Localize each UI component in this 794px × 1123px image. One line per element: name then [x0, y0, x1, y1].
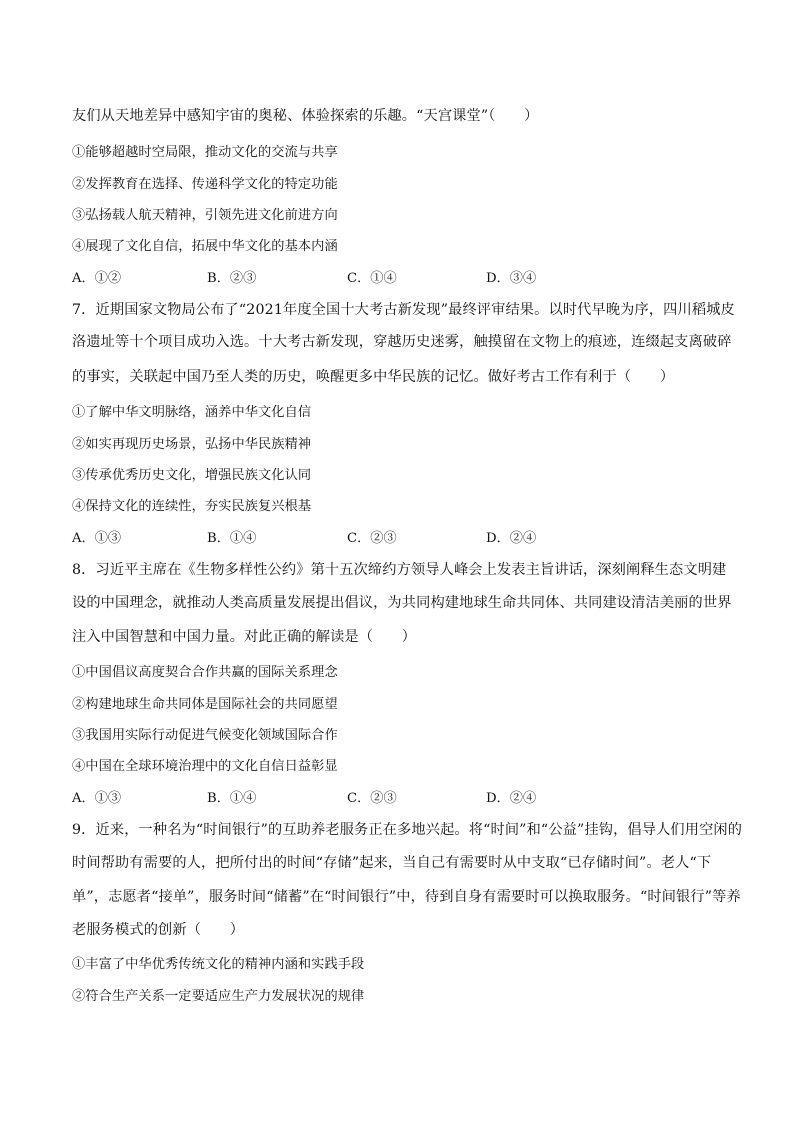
q8-statement-4: ④中国在全球环境治理中的文化自信日益彰显 [72, 759, 338, 774]
q8-option-b[interactable]: B．①④ [207, 791, 257, 806]
q6-option-b[interactable]: B．②③ [207, 271, 257, 286]
q8-statement-1: ①中国倡议高度契合合作共赢的国际关系理念 [72, 665, 338, 680]
q8-stem-line-1: 8．习近平主席在《生物多样性公约》第十五次缔约方领导人峰会上发表主旨讲话，深刻阐释生态文明建 [72, 562, 727, 578]
q9-stem-line-3: 单”，志愿者“接单”，服务时间“储蓄”在“时间银行”中，待到自身有需要时可以换取服务。“时间银行”等养 [72, 889, 741, 905]
q9-stem-line-1: 9．近来，一种名为“时间银行”的互助养老服务正在多地兴起。将“时间”和“公益”挂钩，倡导人们用空闲的 [72, 822, 743, 838]
q7-stem-line-1: 7．近期国家文物局公布了“2021年度全国十大考古新发现”最终评审结果。以时代早晚为序，四川稻城皮 [72, 302, 735, 318]
q7-statement-3: ③传承优秀历史文化，增强民族文化认同 [72, 468, 312, 483]
q8-statement-3: ③我国用实际行动促进气候变化领域国际合作 [72, 728, 338, 743]
q9-stem-line-4: 老服务模式的创新（ ） [72, 922, 245, 938]
q8-option-a[interactable]: A．①③ [72, 791, 122, 806]
q8-stem-line-2: 设的中国理念，就推动人类高质量发展提出倡议，为共同构建地球生命共同体、共同建设清洁美丽的世界 [72, 595, 732, 611]
q7-statement-4: ④保持文化的连续性，夯实民族复兴根基 [72, 499, 312, 514]
q9-stem-line-2: 时间帮助有需要的人，把所付出的时间“存储”起来，当自己有需要时从中支取“已存储时间”。老人“下 [72, 855, 712, 871]
q6-option-a[interactable]: A．①② [72, 271, 122, 286]
q6-statement-1: ①能够超越时空局限，推动文化的交流与共享 [72, 145, 338, 160]
q8-statement-2: ②构建地球生命共同体是国际社会的共同愿望 [72, 697, 338, 712]
q7-stem-line-3: 的事实，关联起中国乃至人类的历史，唤醒更多中华民族的记忆。做好考古工作有利于（ ） [72, 369, 675, 385]
q7-option-b[interactable]: B．①④ [207, 531, 257, 546]
q6-stem-line-1: 友们从天地差异中感知宇宙的奥秘、体验探索的乐趣。“天宫课堂”（ ） [72, 108, 539, 124]
q6-statement-4: ④展现了文化自信，拓展中华文化的基本内涵 [72, 239, 338, 254]
q7-statement-2: ②如实再现历史场景，弘扬中华民族精神 [72, 437, 312, 452]
q8-option-c[interactable]: C．②③ [347, 791, 397, 806]
q7-option-a[interactable]: A．①③ [72, 531, 122, 546]
q7-option-c[interactable]: C．②③ [347, 531, 397, 546]
q7-statement-1: ①了解中华文明脉络，涵养中华文化自信 [72, 405, 312, 420]
q8-stem-line-3: 注入中国智慧和中国力量。对此正确的解读是（ ） [72, 629, 417, 645]
q6-option-c[interactable]: C．①④ [347, 271, 397, 286]
q6-option-d[interactable]: D．③④ [486, 271, 537, 286]
q7-option-d[interactable]: D．②④ [486, 531, 537, 546]
q9-statement-2: ②符合生产关系一定要适应生产力发展状况的规律 [72, 989, 365, 1004]
q6-statement-2: ②发挥教育在选择、传递科学文化的特定功能 [72, 177, 338, 192]
q9-statement-1: ①丰富了中华优秀传统文化的精神内涵和实践手段 [72, 957, 365, 972]
q8-option-d[interactable]: D．②④ [486, 791, 537, 806]
q6-statement-3: ③弘扬载人航天精神，引领先进文化前进方向 [72, 208, 338, 223]
q7-stem-line-2: 洛遗址等十个项目成功入选。十大考古新发现，穿越历史迷雾，触摸留在文物上的痕迹，连缀起支离破碎 [72, 334, 732, 350]
